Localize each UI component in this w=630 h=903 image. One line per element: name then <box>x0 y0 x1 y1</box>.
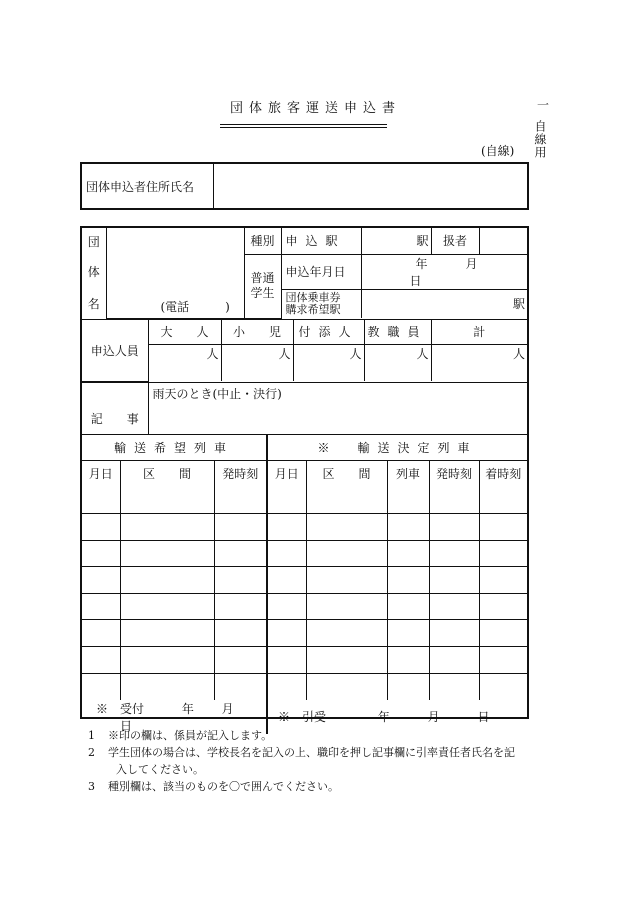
group-name-label-1: 団 <box>82 228 106 254</box>
ticket-station-suffix: 駅 <box>512 297 525 312</box>
receipt-month: 月 <box>221 701 234 716</box>
train-row <box>82 673 527 700</box>
train-cell[interactable] <box>120 593 214 620</box>
train-row <box>82 514 527 541</box>
train-row <box>82 647 527 674</box>
unit: 人 <box>206 346 219 361</box>
ticket-station-line1: 団体乗車券 <box>285 291 341 305</box>
train-cell[interactable] <box>306 540 387 567</box>
train-cell[interactable] <box>306 514 387 541</box>
train-cell[interactable] <box>429 647 479 674</box>
train-cell[interactable] <box>82 487 120 514</box>
group-section <box>82 228 527 319</box>
year-label: 年 <box>415 256 428 271</box>
decided-depart-header: 発時刻 <box>429 460 479 487</box>
train-cell[interactable] <box>120 673 214 700</box>
train-cell[interactable] <box>120 620 214 647</box>
train-cell[interactable] <box>82 620 120 647</box>
handler-label: 扱者 <box>431 228 479 254</box>
note-line <box>88 778 558 795</box>
train-cell[interactable] <box>267 647 306 674</box>
note-number: 1 <box>88 729 95 742</box>
attendant-field[interactable] <box>293 344 364 381</box>
train-cell[interactable] <box>306 487 387 514</box>
note-line <box>88 727 558 744</box>
train-cell[interactable] <box>479 540 527 567</box>
category-student: 学生 <box>250 286 275 300</box>
decided-date-header: 月日 <box>267 460 306 487</box>
child-field[interactable] <box>221 344 293 381</box>
side-label: 自線用 <box>533 120 547 159</box>
receipt-label: ※ 受付 <box>96 701 145 716</box>
note-text: ※印の欄は、係員が記入します。 <box>108 729 273 742</box>
takeover-month: 月 <box>427 710 440 725</box>
train-row <box>82 593 527 620</box>
attendant-label: 付添人 <box>293 319 364 344</box>
decided-arrive-header: 着時刻 <box>479 460 527 487</box>
train-cell[interactable] <box>82 567 120 594</box>
remarks-section <box>82 382 527 434</box>
train-cell[interactable] <box>82 593 120 620</box>
train-cell[interactable] <box>306 593 387 620</box>
train-cell[interactable] <box>120 647 214 674</box>
train-cell[interactable] <box>387 647 429 674</box>
unit: 人 <box>416 346 429 361</box>
train-cell[interactable] <box>479 593 527 620</box>
ticket-station-line2: 購求希望駅 <box>285 302 341 316</box>
remarks-label: 記 事 <box>82 382 148 434</box>
headcount-section <box>82 319 527 382</box>
note-number: 3 <box>88 780 95 793</box>
unit: 人 <box>512 346 525 361</box>
applicant-label: 団体申込者住所氏名 <box>82 164 213 208</box>
train-row <box>82 620 527 647</box>
handler-field[interactable] <box>479 228 527 254</box>
applicant-box <box>80 162 529 210</box>
train-cell[interactable] <box>306 567 387 594</box>
notes <box>88 727 558 795</box>
applicant-field[interactable] <box>213 164 527 208</box>
train-cell[interactable] <box>479 567 527 594</box>
takeover-year: 年 <box>377 710 390 725</box>
train-cell[interactable] <box>120 487 214 514</box>
train-cell[interactable] <box>267 593 306 620</box>
train-cell[interactable] <box>387 673 429 700</box>
total-label: 計 <box>431 319 527 344</box>
train-cell[interactable] <box>429 487 479 514</box>
train-cell[interactable] <box>214 673 267 700</box>
train-cell[interactable] <box>214 593 267 620</box>
train-cell[interactable] <box>306 647 387 674</box>
train-cell[interactable] <box>387 593 429 620</box>
train-cell[interactable] <box>214 540 267 567</box>
train-cell[interactable] <box>214 620 267 647</box>
decided-train-header: 列車 <box>387 460 429 487</box>
train-cell[interactable] <box>267 540 306 567</box>
remarks-text: 雨天のとき(中止・決行) <box>152 386 282 401</box>
unit: 人 <box>278 346 291 361</box>
teacher-field[interactable] <box>364 344 431 381</box>
note-number: 2 <box>88 746 95 759</box>
group-name-label-3: 名 <box>82 289 106 318</box>
train-cell[interactable] <box>429 593 479 620</box>
group-name-label-2: 体 <box>82 254 106 289</box>
teacher-label: 教職員 <box>364 319 431 344</box>
adult-field[interactable] <box>148 344 221 381</box>
train-cell[interactable] <box>306 673 387 700</box>
apply-date-label: 申込年月日 <box>281 254 361 289</box>
train-cell[interactable] <box>267 620 306 647</box>
train-cell[interactable] <box>120 540 214 567</box>
group-name-field[interactable] <box>106 228 244 318</box>
page-title: 団体旅客運送申込書 <box>230 101 402 116</box>
train-cell[interactable] <box>387 540 429 567</box>
train-cell[interactable] <box>267 487 306 514</box>
wish-section-header: 区 間 <box>120 460 214 487</box>
category-ordinary: 普通 <box>250 271 275 285</box>
title-underline <box>220 124 387 128</box>
train-cell[interactable] <box>82 540 120 567</box>
main-form <box>80 226 529 733</box>
takeover-label: ※ 引受 <box>278 710 327 725</box>
train-cell[interactable] <box>429 673 479 700</box>
train-cell[interactable] <box>479 514 527 541</box>
train-cell[interactable] <box>387 567 429 594</box>
train-cell[interactable] <box>267 514 306 541</box>
train-cell[interactable] <box>267 673 306 700</box>
train-cell[interactable] <box>479 620 527 647</box>
train-cell[interactable] <box>214 487 267 514</box>
self-line-label: (自線) <box>481 144 515 158</box>
total-field[interactable] <box>431 344 527 381</box>
ticket-station-field[interactable] <box>361 289 527 318</box>
adult-label: 大 人 <box>148 319 221 344</box>
train-cell[interactable] <box>214 647 267 674</box>
train-cell[interactable] <box>479 487 527 514</box>
trains-section <box>82 434 527 734</box>
train-cell[interactable] <box>120 514 214 541</box>
train-row <box>82 487 527 514</box>
train-cell[interactable] <box>429 620 479 647</box>
note-text: 学生団体の場合は、学校長名を記入の上、職印を押し記事欄に引率責任者氏名を記 <box>108 746 515 759</box>
receipt-year: 年 <box>181 701 194 716</box>
train-cell[interactable] <box>82 647 120 674</box>
wish-depart-header: 発時刻 <box>214 460 267 487</box>
train-cell[interactable] <box>120 567 214 594</box>
train-cell[interactable] <box>479 647 527 674</box>
train-row <box>82 540 527 567</box>
station-suffix: 駅 <box>416 234 429 249</box>
phone-label: (電話 ) <box>160 299 230 314</box>
train-cell[interactable] <box>387 487 429 514</box>
train-cell[interactable] <box>429 540 479 567</box>
category-label: 種別 <box>244 228 281 254</box>
train-cell[interactable] <box>479 673 527 700</box>
train-cell[interactable] <box>387 620 429 647</box>
train-cell[interactable] <box>214 567 267 594</box>
decided-trains-title: ※ 輸送決定列車 <box>267 434 527 460</box>
train-cell[interactable] <box>214 514 267 541</box>
takeover-day: 日 <box>477 710 490 725</box>
unit: 人 <box>349 346 362 361</box>
ticket-station-label <box>281 289 361 318</box>
wish-trains-title: 輸送希望列車 <box>82 434 267 460</box>
month-label: 月 <box>465 256 478 271</box>
child-label: 小 児 <box>221 319 293 344</box>
apply-station-field[interactable] <box>361 228 431 254</box>
train-cell[interactable] <box>82 673 120 700</box>
train-cell[interactable] <box>429 567 479 594</box>
category-options[interactable] <box>244 254 281 318</box>
wish-date-header: 月日 <box>82 460 120 487</box>
train-cell[interactable] <box>429 514 479 541</box>
day-label: 日 <box>409 273 422 288</box>
note-line <box>88 744 558 761</box>
remarks-field[interactable] <box>148 382 527 434</box>
train-cell[interactable] <box>267 567 306 594</box>
receipt-day: 日 <box>119 718 132 733</box>
note-line <box>88 761 558 778</box>
note-text: 入してください。 <box>116 763 204 776</box>
train-cell[interactable] <box>306 620 387 647</box>
train-cell[interactable] <box>82 514 120 541</box>
apply-date-field[interactable] <box>361 254 527 289</box>
train-cell[interactable] <box>387 514 429 541</box>
headcount-label: 申込人員 <box>82 319 148 381</box>
train-row <box>82 567 527 594</box>
side-dash: 一 <box>537 98 550 112</box>
note-text: 種別欄は、該当のものを〇で囲んでください。 <box>108 780 339 793</box>
decided-section-header: 区 間 <box>306 460 387 487</box>
apply-station-label: 申込駅 <box>281 228 361 254</box>
